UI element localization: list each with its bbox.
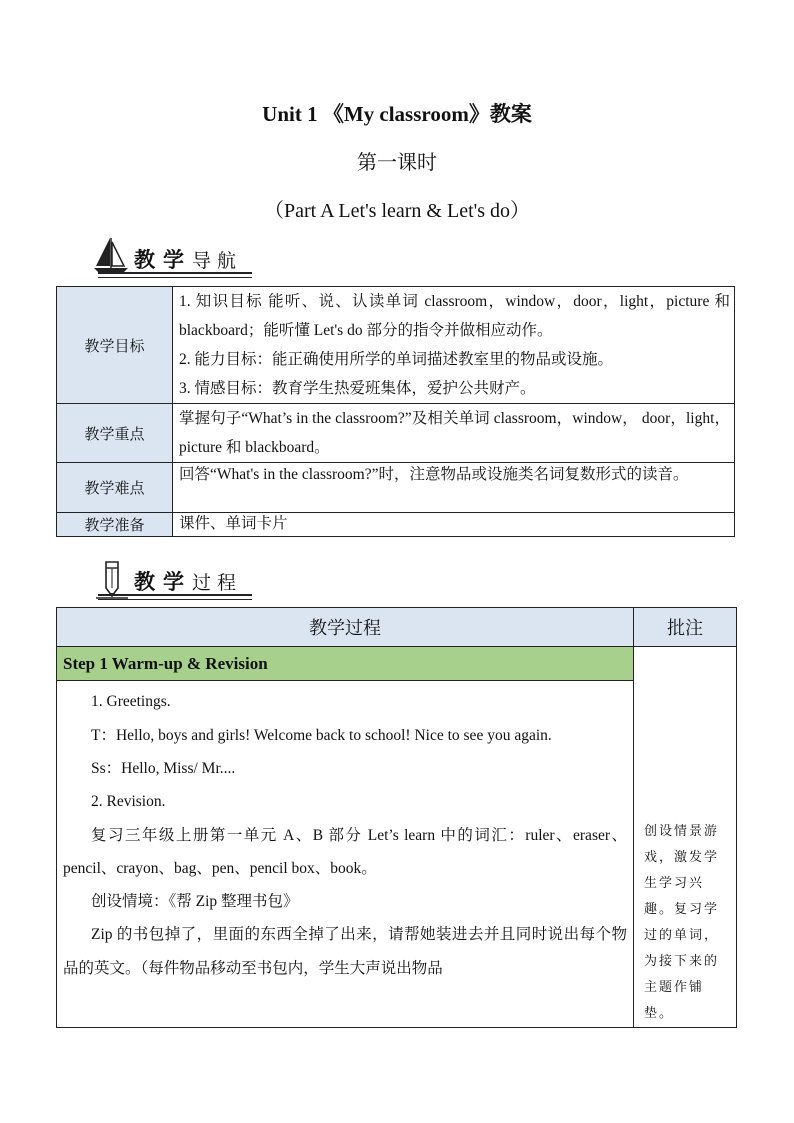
banner-underline-thin bbox=[98, 599, 252, 600]
step-title: Step 1 Warm-up & Revision bbox=[57, 647, 634, 681]
objectives-cell bbox=[173, 287, 735, 404]
section-banner-navigation bbox=[92, 236, 252, 282]
paragraph-greetings: 1. Greetings. bbox=[91, 693, 171, 711]
preparation-cell: 课件、单词卡片 bbox=[173, 513, 735, 537]
paragraph-revision: 2. Revision. bbox=[91, 793, 166, 811]
key-points-cell: 掌握句子“What’s in the classroom?”及相关单词 classroom，window， door，light，picture 和 blackboard。 bbox=[173, 404, 735, 463]
key-points-label: 教学重点 bbox=[57, 404, 173, 463]
paragraph-teacher-line: T：Hello, boys and girls! Welcome back to school! Nice to see you again. bbox=[91, 726, 552, 744]
section-banner-process bbox=[92, 558, 252, 604]
paragraph-vocabulary: 复习三年级上册第一单元 A、B 部分 Let’s learn 中的词汇：ruler、eraser、pencil、crayon、bag、pen、pencil box、book。 bbox=[63, 826, 627, 877]
step-body bbox=[57, 681, 634, 1028]
banner-underline-thin bbox=[98, 277, 252, 278]
banner-bold-text: 教学 bbox=[134, 248, 192, 272]
process-table bbox=[56, 607, 737, 1028]
lesson-number: 第一课时 bbox=[357, 152, 437, 174]
banner-underline bbox=[98, 272, 252, 274]
objective-emotion: 3. 情感目标：教育学生热爱班集体，爱护公共财产。 bbox=[179, 380, 536, 397]
banner-bold-text: 教学 bbox=[134, 570, 192, 594]
banner-thin-text: 过程 bbox=[192, 572, 243, 594]
lesson-part: （Part A Let's learn & Let's do） bbox=[263, 200, 531, 222]
banner-thin-text: 导航 bbox=[192, 250, 243, 272]
note-column-header: 批注 bbox=[634, 608, 737, 647]
paragraph-activity: Zip 的书包掉了，里面的东西全掉了出来，请帮她装进去并且同时说出每个物品的英文。（每件物品移动至书包内，学生大声说出物品 bbox=[63, 926, 627, 977]
preparation-label: 教学准备 bbox=[57, 513, 173, 537]
difficulty-label: 教学难点 bbox=[57, 463, 173, 513]
note-cell: 创设情景游戏，激发学生学习兴趣。复习学过的单词，为接下来的主题作铺垫。 bbox=[634, 647, 737, 1028]
goals-table bbox=[56, 286, 735, 537]
banner-underline bbox=[98, 594, 252, 596]
process-column-header: 教学过程 bbox=[57, 608, 634, 647]
difficulty-cell: 回答“What's in the classroom?”时，注意物品或设施类名词复数形式的读音。 bbox=[173, 463, 735, 513]
objective-ability: 2. 能力目标：能正确使用所学的单词描述教室里的物品或设施。 bbox=[179, 351, 614, 368]
paragraph-scenario: 创设情境：《帮 Zip 整理书包》 bbox=[91, 893, 299, 911]
paragraph-students-line: Ss：Hello, Miss/ Mr.... bbox=[91, 759, 236, 777]
objectives-label: 教学目标 bbox=[57, 287, 173, 404]
document-title: Unit 1 《My classroom》教案 bbox=[262, 102, 532, 126]
objective-knowledge: 1. 知识目标 能听、说、认读单词 classroom，window，door，light，picture 和 blackboard；能听懂 Let's do 部分的指令并做相应动作。 bbox=[179, 293, 730, 339]
